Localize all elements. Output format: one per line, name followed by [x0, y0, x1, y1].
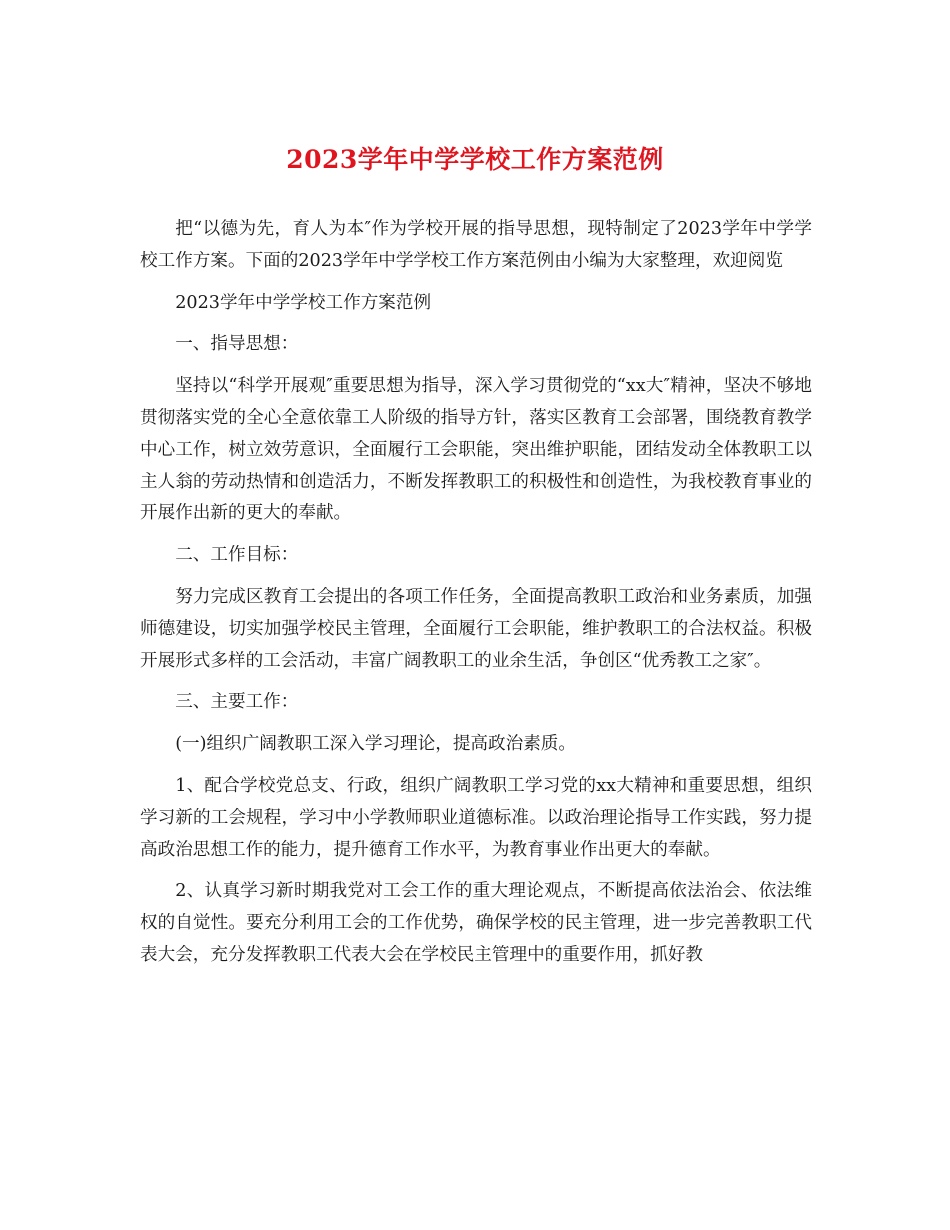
subtitle-paragraph: 2023学年中学学校工作方案范例 [175, 292, 432, 313]
intro-paragraph: 把“以德为先，育人为本″作为学校开展的指导思想，现特制定了2023学年中学学校工作方案。下面的2023学年中学学校工作方案范例由小编为大家整理，欢迎阅览 [140, 219, 812, 271]
guiding-thought-paragraph: 坚持以“科学开展观″重要思想为指导，深入学习贯彻党的“xx大″精神，坚决不够地贯彻落实党的全心全意依靠工人阶级的指导方针，落实区教育工会部署，围绕教育教学中心工作，树立效劳意识，全面履行工会职能，突出维护职能，团结发动全体教职工以主人翁的劳动热情和创造活力，不断发挥教职工的积极性和创造性，为我校教育事业的开展作出新的更大的奉献。 [140, 376, 812, 524]
item-1-paragraph: 1、配合学校党总支、行政，组织广阔教职工学习党的xx大精神和重要思想，组织学习新的工会规程，学习中小学教师职业道德标准。以政治理论指导工作实践，努力提高政治思想工作的能力，提升德育工作水平，为教育事业作出更大的奉献。 [140, 775, 812, 860]
work-goals-paragraph: 努力完成区教育工会提出的各项工作任务，全面提高教职工政治和业务素质，加强师德建设，切实加强学校民主管理，全面履行工会职能，维护教职工的合法权益。积极开展形式多样的工会活动，丰富广阔教职工的业余生活，争创区“优秀教工之家″。 [140, 586, 812, 671]
subsection-heading-1: (一)组织广阔教职工深入学习理论，提高政治素质。 [175, 734, 576, 755]
section-heading-main-work: 三、主要工作： [175, 692, 299, 713]
section-heading-guiding-thought: 一、指导思想： [175, 334, 299, 355]
item-2-paragraph: 2、认真学习新时期我党对工会工作的重大理论观点，不断提高依法治会、依法维权的自觉性。要充分利用工会的工作优势，确保学校的民主管理，进一步完善教职工代表大会，充分发挥教职工代表大会在学校民主管理中的重要作用，抓好教 [140, 881, 812, 965]
document-title: 2023学年中学学校工作方案范例 [286, 145, 664, 174]
document-body [140, 214, 812, 982]
section-heading-work-goals: 二、工作目标： [175, 545, 299, 566]
